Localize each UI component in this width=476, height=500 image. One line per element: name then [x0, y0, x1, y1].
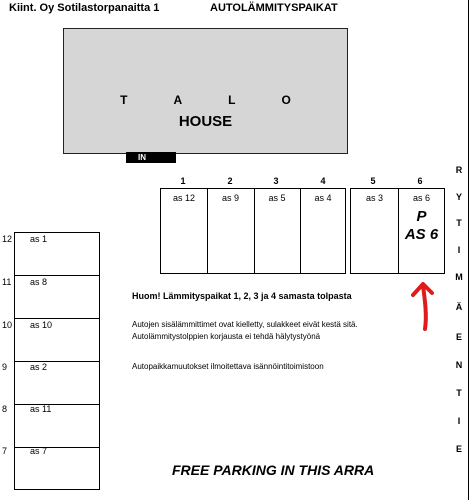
street-letter: E: [455, 444, 462, 454]
talo-letter: O: [281, 93, 291, 107]
free-parking-label: FREE PARKING IN THIS ARRA: [172, 462, 375, 478]
post-number: 5: [370, 176, 376, 186]
parking-stall: [254, 189, 300, 273]
street-letter: M: [455, 272, 463, 282]
talo-letter: T: [120, 93, 128, 107]
street-letter: Y: [455, 192, 462, 202]
street-letter: E: [455, 332, 462, 342]
stall-label: as 4: [314, 193, 332, 203]
post-number: 1: [180, 176, 186, 186]
stall-label: as 5: [268, 193, 286, 203]
stall-label: as 9: [221, 193, 239, 203]
left-stall-label: as 10: [30, 320, 53, 330]
parking-stall: [300, 189, 346, 273]
parking-stall: [161, 189, 207, 273]
left-stall-label: as 7: [30, 446, 48, 456]
note-line: Autopaikkamuutokset ilmoitettava isännöintitoimistoon: [132, 362, 324, 371]
note-line: Autolämmitystolppien korjausta ei tehdä hälytystyönä: [132, 332, 321, 341]
left-stall-number: 11: [2, 277, 12, 287]
highlight-stall: AS 6: [404, 226, 439, 243]
left-stall-number: 8: [2, 404, 8, 414]
talo-letters: [64, 93, 347, 107]
parking-block-top-left: [160, 188, 346, 274]
street-letter: Ä: [455, 302, 463, 312]
left-stall-number: 7: [2, 446, 8, 456]
left-stall-number: 10: [2, 320, 13, 330]
left-stall-number: 12: [2, 234, 13, 244]
entrance-marker: IN: [126, 152, 176, 163]
street-letter: I: [457, 416, 461, 426]
stall-label: as 3: [365, 193, 383, 203]
page-title: AUTOLÄMMITYSPAIKAT: [210, 2, 338, 14]
stall-label: as 6: [412, 193, 430, 203]
post-number: 4: [320, 176, 326, 186]
parking-block-left: [14, 232, 100, 490]
post-number: 2: [227, 176, 233, 186]
parking-stall: [207, 189, 254, 273]
parking-stall-highlighted: [398, 189, 445, 273]
parking-stall: [351, 189, 398, 273]
street-edge-line: [468, 0, 469, 500]
left-stall-label: as 1: [30, 234, 48, 244]
left-stall-label: as 2: [30, 362, 48, 372]
house-building: [63, 28, 348, 154]
note-line: Autojen sisälämmittimet ovat kielletty, sulakkeet eivät kestä sitä.: [132, 320, 358, 329]
street-letter: T: [456, 388, 462, 398]
post-number: 6: [417, 176, 423, 186]
red-arrow-icon: [408, 280, 438, 332]
house-label: HOUSE: [178, 113, 233, 130]
talo-letter: A: [173, 93, 183, 107]
street-letter: T: [456, 218, 462, 228]
highlight-p: P: [416, 208, 427, 225]
street-letter: I: [457, 245, 461, 255]
post-number: 3: [273, 176, 279, 186]
left-stall-label: as 11: [30, 404, 52, 414]
notice-text: Huom! Lämmityspaikat 1, 2, 3 ja 4 samasta tolpasta: [132, 291, 352, 301]
street-letter: N: [455, 360, 463, 370]
left-stall-number: 9: [2, 362, 8, 372]
company-name: Kiint. Oy Sotilastorpanaitta 1: [9, 2, 160, 14]
parking-block-top-right: [350, 188, 445, 274]
stall-label: as 12: [172, 193, 196, 203]
left-stall-label: as 8: [30, 277, 48, 287]
talo-letter: L: [228, 93, 236, 107]
street-letter: R: [455, 165, 463, 175]
